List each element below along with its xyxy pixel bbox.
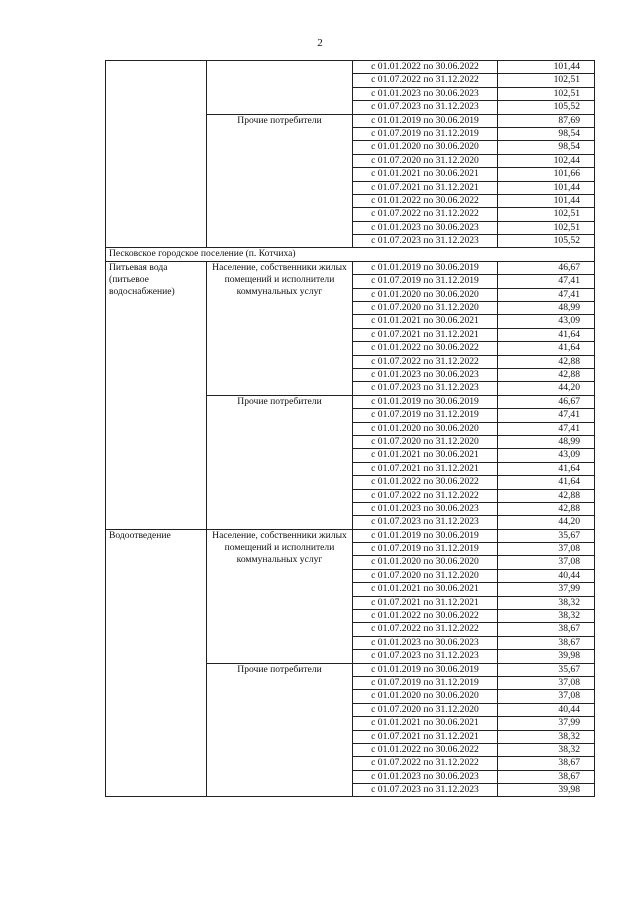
period-cell: с 01.01.2020 по 30.06.2020	[353, 141, 498, 154]
tariff-value-cell: 98,54	[498, 127, 595, 140]
tariff-value-cell: 46,67	[498, 395, 595, 408]
period-cell: с 01.07.2020 по 31.12.2020	[353, 703, 498, 716]
tariff-value-cell: 47,41	[498, 288, 595, 301]
period-cell: с 01.01.2023 по 30.06.2023	[353, 221, 498, 234]
consumer-cell: Население, собственники жилых помещений и исполнители коммунальных услуг	[207, 261, 353, 395]
tariff-value-cell: 47,41	[498, 422, 595, 435]
service-cell: Питьевая вода (питьевое водоснабжение)	[106, 261, 207, 529]
tariff-value-cell: 38,67	[498, 770, 595, 783]
tariff-value-cell: 101,44	[498, 194, 595, 207]
tariff-value-cell: 43,09	[498, 449, 595, 462]
tariff-value-cell: 105,52	[498, 101, 595, 114]
period-cell: с 01.01.2021 по 30.06.2021	[353, 168, 498, 181]
period-cell: с 01.01.2019 по 30.06.2019	[353, 114, 498, 127]
tariff-value-cell: 41,64	[498, 342, 595, 355]
tariff-table	[105, 60, 595, 797]
period-cell: с 01.07.2021 по 31.12.2021	[353, 596, 498, 609]
period-cell: с 01.07.2023 по 31.12.2023	[353, 784, 498, 797]
tariff-value-cell: 38,32	[498, 610, 595, 623]
tariff-value-cell: 42,88	[498, 368, 595, 381]
period-cell: с 01.01.2022 по 30.06.2022	[353, 743, 498, 756]
tariff-value-cell: 102,51	[498, 221, 595, 234]
period-cell: с 01.07.2021 по 31.12.2021	[353, 181, 498, 194]
period-cell: с 01.01.2023 по 30.06.2023	[353, 770, 498, 783]
tariff-value-cell: 102,51	[498, 74, 595, 87]
period-cell: с 01.07.2022 по 31.12.2022	[353, 355, 498, 368]
tariff-value-cell: 35,67	[498, 529, 595, 542]
tariff-value-cell: 42,88	[498, 502, 595, 515]
tariff-value-cell: 40,44	[498, 703, 595, 716]
service-cell	[106, 61, 207, 248]
period-cell: с 01.07.2019 по 31.12.2019	[353, 275, 498, 288]
period-cell: с 01.07.2020 по 31.12.2020	[353, 154, 498, 167]
period-cell: с 01.07.2021 по 31.12.2021	[353, 462, 498, 475]
tariff-table-body	[106, 61, 595, 797]
period-cell: с 01.01.2021 по 30.06.2021	[353, 717, 498, 730]
period-cell: с 01.07.2022 по 31.12.2022	[353, 208, 498, 221]
tariff-value-cell: 46,67	[498, 261, 595, 274]
tariff-value-cell: 87,69	[498, 114, 595, 127]
tariff-value-cell: 105,52	[498, 235, 595, 248]
period-cell: с 01.01.2022 по 30.06.2022	[353, 61, 498, 74]
table-row	[106, 261, 595, 274]
tariff-value-cell: 47,41	[498, 409, 595, 422]
tariff-value-cell: 37,08	[498, 690, 595, 703]
tariff-value-cell: 37,08	[498, 543, 595, 556]
period-cell: с 01.01.2023 по 30.06.2023	[353, 368, 498, 381]
period-cell: с 01.07.2019 по 31.12.2019	[353, 409, 498, 422]
consumer-cell	[207, 61, 353, 115]
tariff-value-cell: 38,32	[498, 743, 595, 756]
period-cell: с 01.07.2023 по 31.12.2023	[353, 650, 498, 663]
tariff-value-cell: 37,99	[498, 583, 595, 596]
period-cell: с 01.01.2021 по 30.06.2021	[353, 449, 498, 462]
tariff-value-cell: 38,67	[498, 757, 595, 770]
tariff-value-cell: 47,41	[498, 275, 595, 288]
tariff-value-cell: 44,20	[498, 516, 595, 529]
period-cell: с 01.01.2020 по 30.06.2020	[353, 288, 498, 301]
period-cell: с 01.07.2022 по 31.12.2022	[353, 757, 498, 770]
tariff-value-cell: 35,67	[498, 663, 595, 676]
table-row	[106, 529, 595, 542]
page-number: 2	[317, 37, 323, 49]
period-cell: с 01.07.2023 по 31.12.2023	[353, 382, 498, 395]
tariff-value-cell: 39,98	[498, 650, 595, 663]
period-cell: с 01.07.2019 по 31.12.2019	[353, 127, 498, 140]
tariff-value-cell: 98,54	[498, 141, 595, 154]
period-cell: с 01.01.2021 по 30.06.2021	[353, 583, 498, 596]
tariff-value-cell: 41,64	[498, 328, 595, 341]
period-cell: с 01.07.2021 по 31.12.2021	[353, 730, 498, 743]
period-cell: с 01.01.2022 по 30.06.2022	[353, 476, 498, 489]
tariff-value-cell: 37,08	[498, 676, 595, 689]
period-cell: с 01.01.2022 по 30.06.2022	[353, 610, 498, 623]
period-cell: с 01.07.2022 по 31.12.2022	[353, 74, 498, 87]
period-cell: с 01.01.2019 по 30.06.2019	[353, 663, 498, 676]
section-row	[106, 248, 595, 261]
tariff-value-cell: 41,64	[498, 476, 595, 489]
tariff-value-cell: 44,20	[498, 382, 595, 395]
period-cell: с 01.07.2019 по 31.12.2019	[353, 676, 498, 689]
period-cell: с 01.07.2020 по 31.12.2020	[353, 435, 498, 448]
tariff-value-cell: 101,66	[498, 168, 595, 181]
table-row	[106, 61, 595, 74]
consumer-cell: Прочие потребители	[207, 663, 353, 797]
consumer-cell: Прочие потребители	[207, 395, 353, 529]
period-cell: с 01.01.2022 по 30.06.2022	[353, 194, 498, 207]
tariff-value-cell: 38,32	[498, 596, 595, 609]
tariff-value-cell: 39,98	[498, 784, 595, 797]
period-cell: с 01.07.2019 по 31.12.2019	[353, 543, 498, 556]
tariff-value-cell: 102,51	[498, 208, 595, 221]
tariff-value-cell: 38,67	[498, 636, 595, 649]
period-cell: с 01.01.2019 по 30.06.2019	[353, 395, 498, 408]
section-title: Песковское городское поселение (п. Котчиха)	[106, 248, 595, 261]
tariff-value-cell: 37,99	[498, 717, 595, 730]
period-cell: с 01.07.2020 по 31.12.2020	[353, 569, 498, 582]
period-cell: с 01.07.2023 по 31.12.2023	[353, 235, 498, 248]
period-cell: с 01.07.2022 по 31.12.2022	[353, 623, 498, 636]
period-cell: с 01.01.2019 по 30.06.2019	[353, 261, 498, 274]
period-cell: с 01.01.2023 по 30.06.2023	[353, 87, 498, 100]
period-cell: с 01.01.2020 по 30.06.2020	[353, 556, 498, 569]
tariff-value-cell: 38,32	[498, 730, 595, 743]
tariff-value-cell: 41,64	[498, 462, 595, 475]
tariff-value-cell: 43,09	[498, 315, 595, 328]
tariff-value-cell: 37,08	[498, 556, 595, 569]
tariff-value-cell: 101,44	[498, 61, 595, 74]
service-cell: Водоотведение	[106, 529, 207, 797]
tariff-value-cell: 38,67	[498, 623, 595, 636]
period-cell: с 01.01.2021 по 30.06.2021	[353, 315, 498, 328]
period-cell: с 01.07.2021 по 31.12.2021	[353, 328, 498, 341]
tariff-value-cell: 42,88	[498, 355, 595, 368]
period-cell: с 01.07.2023 по 31.12.2023	[353, 516, 498, 529]
period-cell: с 01.07.2023 по 31.12.2023	[353, 101, 498, 114]
tariff-value-cell: 42,88	[498, 489, 595, 502]
tariff-value-cell: 102,44	[498, 154, 595, 167]
period-cell: с 01.01.2020 по 30.06.2020	[353, 690, 498, 703]
tariff-value-cell: 101,44	[498, 181, 595, 194]
tariff-value-cell: 48,99	[498, 302, 595, 315]
period-cell: с 01.07.2020 по 31.12.2020	[353, 302, 498, 315]
period-cell: с 01.01.2023 по 30.06.2023	[353, 636, 498, 649]
tariff-value-cell: 40,44	[498, 569, 595, 582]
period-cell: с 01.07.2022 по 31.12.2022	[353, 489, 498, 502]
tariff-value-cell: 102,51	[498, 87, 595, 100]
consumer-cell: Прочие потребители	[207, 114, 353, 248]
period-cell: с 01.01.2020 по 30.06.2020	[353, 422, 498, 435]
consumer-cell: Население, собственники жилых помещений и исполнители коммунальных услуг	[207, 529, 353, 663]
period-cell: с 01.01.2019 по 30.06.2019	[353, 529, 498, 542]
period-cell: с 01.01.2022 по 30.06.2022	[353, 342, 498, 355]
period-cell: с 01.01.2023 по 30.06.2023	[353, 502, 498, 515]
tariff-value-cell: 48,99	[498, 435, 595, 448]
